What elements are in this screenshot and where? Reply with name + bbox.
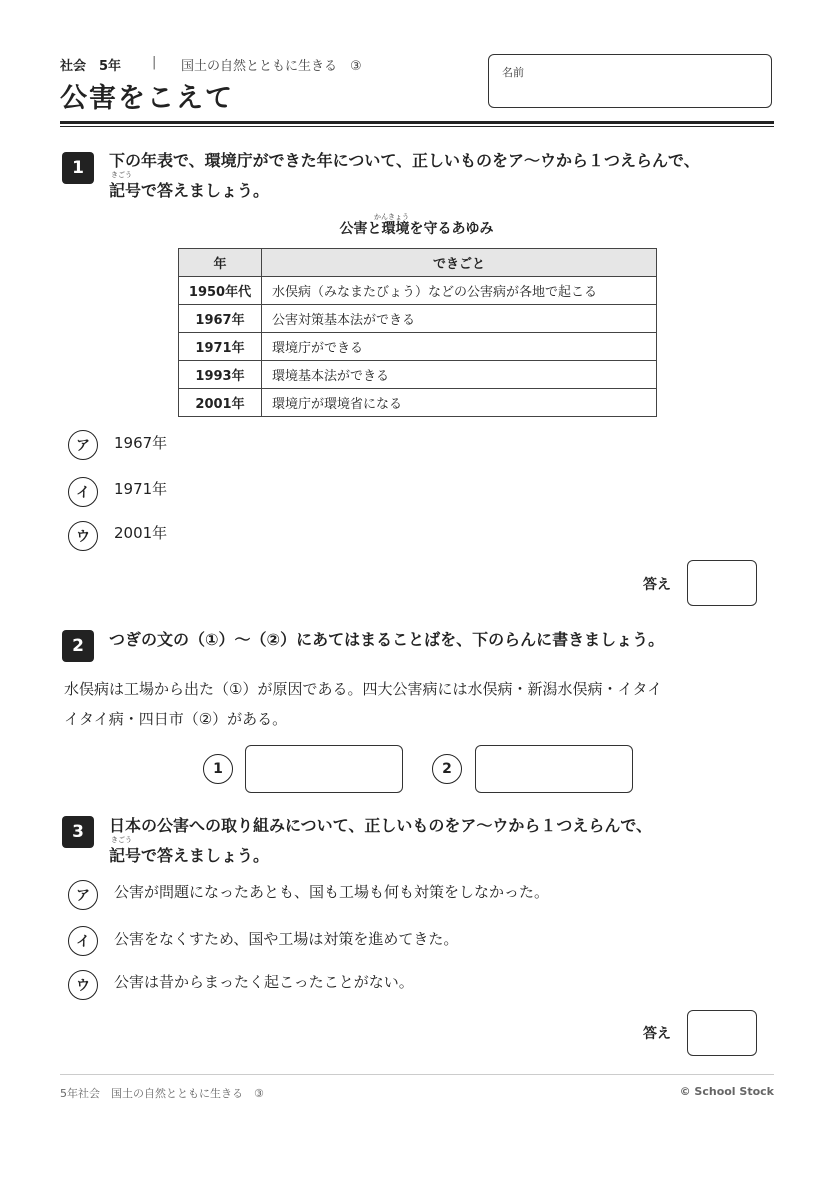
answer-box-1[interactable]: [687, 560, 757, 606]
blank-2-mark: 2: [432, 754, 462, 784]
header-event: できごと: [262, 249, 657, 277]
table-row: [179, 305, 657, 333]
option-text-i: 公害をなくすため、国や工場は対策を進めてきた。: [114, 930, 459, 948]
subject-label: 社会 5年: [60, 59, 122, 74]
question-3-line2: 記号で答えましょう。: [109, 846, 270, 865]
table-title: 公害と環境を守るあゆみ: [339, 221, 494, 237]
name-label: 名前: [502, 66, 524, 79]
question-3-ruby: きごう: [111, 836, 132, 844]
row-event: 水俣病（みなまたびょう）などの公害病が各地で起こる: [262, 277, 657, 305]
blank-2-input[interactable]: [475, 745, 633, 793]
question-1-line1: 下の年表で、環境庁ができた年について、正しいものをア～ウから１つえらんで、: [109, 151, 700, 170]
row-year: 1967年: [179, 305, 262, 333]
question-number-1: 1: [62, 152, 94, 184]
footer-rule: [60, 1074, 774, 1075]
table-header-row: [179, 249, 657, 277]
option-mark-i: イ: [68, 477, 98, 507]
option-mark-a: ア: [68, 430, 98, 460]
name-field[interactable]: [488, 54, 772, 108]
header-separator: |: [152, 55, 157, 70]
option-mark-u: ウ: [68, 521, 98, 551]
blank-1-input[interactable]: [245, 745, 403, 793]
header-rule-thin: [60, 126, 774, 127]
history-table: [178, 248, 657, 417]
option-text-u: 2001年: [114, 524, 168, 542]
row-year: 1950年代: [179, 277, 262, 305]
blank-1-mark: 1: [203, 754, 233, 784]
option-text-i: 1971年: [114, 480, 168, 498]
option-text-a: 1967年: [114, 434, 168, 452]
option-text-u: 公害は昔からまったく起こったことがない。: [114, 973, 414, 991]
answer-label-1: 答え: [643, 577, 671, 593]
option-mark-i: イ: [68, 926, 98, 956]
footer-credit: © School Stock: [679, 1085, 774, 1098]
question-2-paragraph-line2: イタイ病・四日市（②）がある。: [64, 710, 288, 728]
table-row: [179, 361, 657, 389]
footer-left: 5年社会 国土の自然とともに生きる ③: [60, 1087, 264, 1100]
question-2-paragraph-line1: 水俣病は工場から出た（①）が原因である。四大公害病には水俣病・新潟水俣病・イタイ: [64, 680, 663, 698]
table-row: [179, 333, 657, 361]
header-year: 年: [179, 249, 262, 277]
row-year: 1993年: [179, 361, 262, 389]
header-rule: [60, 121, 774, 124]
answer-box-3[interactable]: [687, 1010, 757, 1056]
row-event: 公害対策基本法ができる: [262, 305, 657, 333]
row-event: 環境庁が環境省になる: [262, 389, 657, 417]
question-number-3: 3: [62, 816, 94, 848]
row-year: 2001年: [179, 389, 262, 417]
table-row: [179, 277, 657, 305]
row-year: 1971年: [179, 333, 262, 361]
option-text-a: 公害が問題になったあとも、国も工場も何も対策をしなかった。: [114, 883, 550, 901]
option-mark-u: ウ: [68, 970, 98, 1000]
answer-label-3: 答え: [643, 1026, 671, 1042]
row-event: 環境基本法ができる: [262, 361, 657, 389]
question-2-text: つぎの文の（①）～（②）にあてはまることばを、下のらんに書きましょう。: [109, 630, 665, 649]
page-title: 公害をこえて: [60, 83, 234, 114]
question-1-ruby: きごう: [111, 171, 132, 179]
option-mark-a: ア: [68, 880, 98, 910]
question-3-line1: 日本の公害への取り組みについて、正しいものをア～ウから１つえらんで、: [109, 816, 653, 835]
question-number-2: 2: [62, 630, 94, 662]
unit-label: 国土の自然とともに生きる ③: [181, 59, 362, 74]
question-1-line2: 記号で答えましょう。: [109, 181, 270, 200]
table-title-ruby: かんきょう: [374, 213, 409, 221]
table-row: [179, 389, 657, 417]
row-event: 環境庁ができる: [262, 333, 657, 361]
